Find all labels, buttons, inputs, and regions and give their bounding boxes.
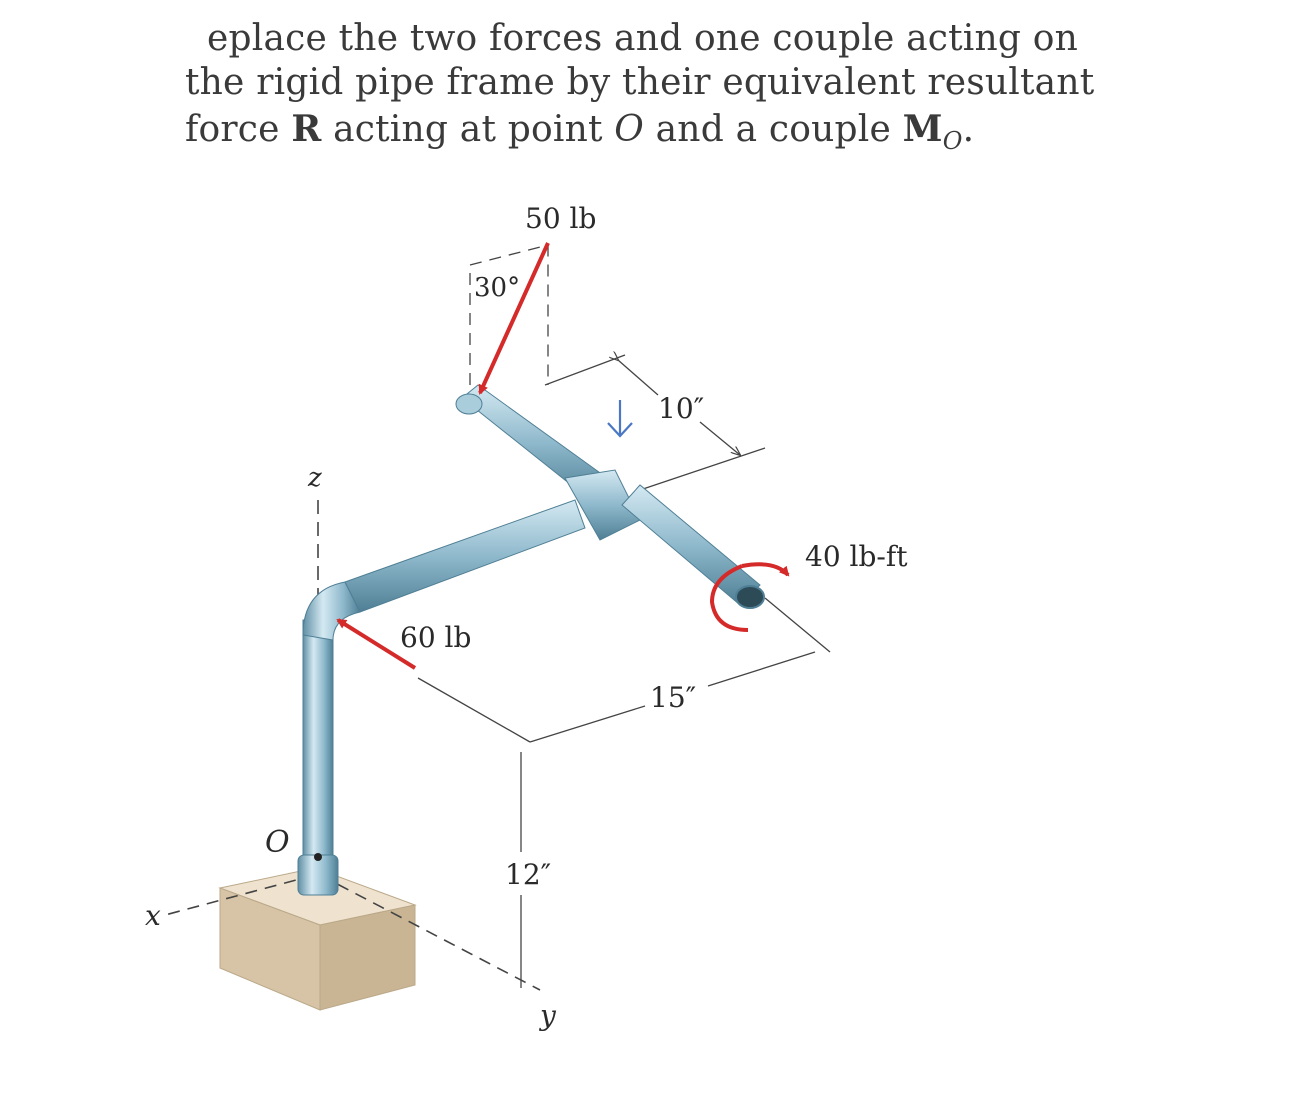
dim-15-ext-left xyxy=(418,678,530,742)
pipe-end-back xyxy=(456,394,482,414)
dim-10-label: 10″ xyxy=(658,392,705,425)
problem-line-2: the rigid pipe frame by their equivalent resultant xyxy=(185,62,1095,103)
z-axis-label: z xyxy=(308,463,322,493)
dim-15-label: 15″ xyxy=(650,681,697,714)
force-60lb-label: 60 lb xyxy=(400,621,472,654)
diagonal-pipe xyxy=(345,500,585,612)
dim-10-ext-bottom xyxy=(640,448,765,490)
dim-10-ext-top xyxy=(545,355,625,385)
couple-label: 40 lb-ft xyxy=(805,540,908,573)
vertical-pipe xyxy=(303,620,333,870)
problem-line-3-part-c: and a couple xyxy=(644,109,903,150)
couple-subscript: O xyxy=(942,127,963,156)
problem-line-1: eplace the two forces and one couple acting on xyxy=(207,18,1079,59)
dimension-lines xyxy=(418,245,830,988)
resultant-symbol: R xyxy=(291,108,322,150)
couple-arc-upper xyxy=(742,564,788,575)
problem-line-3-part-a: force xyxy=(185,109,292,150)
x-axis-label: x xyxy=(145,899,161,932)
y-axis-label: y xyxy=(540,999,556,1032)
dim-10-line-b xyxy=(700,422,740,455)
force-50lb-arrow xyxy=(480,243,548,393)
point-o-symbol: O xyxy=(614,109,644,150)
origin-label: O xyxy=(265,825,290,860)
dim-10-line-a xyxy=(618,360,658,395)
dim-15-line-b xyxy=(708,652,815,686)
cross-pipe-front xyxy=(622,485,760,605)
dim-15-line-a xyxy=(530,706,645,742)
dim-15-ext-right xyxy=(765,598,830,652)
couple-symbol: M xyxy=(902,108,943,150)
problem-line-3-part-b: acting at point xyxy=(321,109,615,150)
problem-line-3-end: . xyxy=(962,109,975,150)
pipe-end-front xyxy=(736,586,764,608)
down-arrow-icon xyxy=(608,400,632,436)
dim-12-label: 12″ xyxy=(505,858,552,891)
origin-point xyxy=(314,853,322,861)
force-50lb-label: 50 lb xyxy=(525,202,597,235)
angle-label: 30° xyxy=(474,273,521,303)
